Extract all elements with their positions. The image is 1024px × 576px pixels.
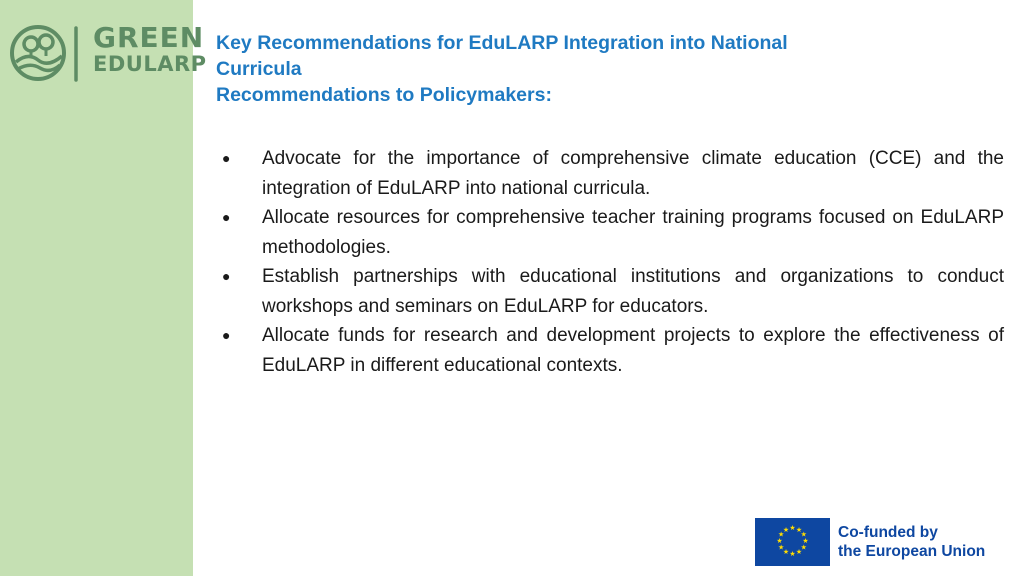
- svg-text:★: ★: [802, 537, 809, 545]
- eu-funding-badge: [755, 518, 1003, 566]
- svg-text:★: ★: [800, 543, 807, 552]
- eu-line1: Co-funded by: [838, 524, 938, 541]
- green-edularp-logo: [10, 21, 207, 86]
- eu-flag-icon: [755, 518, 830, 566]
- title-line1: Key Recommendations for EduLARP Integration into National: [216, 32, 788, 54]
- list-item-text: Establish partnerships with educational institutions and organizations to conduct workshops and seminars on EduLARP for educators.: [262, 266, 1004, 317]
- logo-line2: EDULARP: [93, 52, 207, 76]
- list-item-text: Allocate funds for research and development projects to explore the effectiveness of EduLARP in different educational contexts.: [262, 325, 1004, 376]
- eu-funding-text: [838, 523, 985, 561]
- list-item: [222, 203, 1004, 262]
- green-edularp-logo-icon: [10, 22, 86, 86]
- recommendation-list: [222, 144, 1004, 380]
- list-item: [222, 321, 1004, 380]
- svg-text:★: ★: [789, 524, 796, 532]
- svg-text:★: ★: [789, 550, 796, 558]
- svg-text:★: ★: [795, 525, 803, 534]
- svg-text:★: ★: [776, 537, 783, 545]
- bullet-icon: ●: [222, 209, 231, 225]
- list-item: [222, 144, 1004, 203]
- list-item-text: Advocate for the importance of comprehensive climate education (CCE) and the integration of EduLARP into national curricula.: [262, 148, 1004, 199]
- bullet-icon: ●: [222, 327, 231, 343]
- bullet-icon: ●: [222, 268, 231, 284]
- logo-line1: GREEN: [93, 21, 205, 54]
- svg-text:★: ★: [782, 525, 790, 534]
- subtitle: Recommendations to Policymakers:: [216, 84, 552, 106]
- svg-text:★: ★: [778, 530, 785, 539]
- svg-text:★: ★: [795, 548, 803, 557]
- page-title: [216, 30, 916, 108]
- bullet-icon: ●: [222, 150, 231, 166]
- eu-line2: the European Union: [838, 543, 986, 560]
- list-item: [222, 262, 1004, 321]
- list-item-text: Allocate resources for comprehensive teacher training programs focused on EduLARP methodologies.: [262, 207, 1004, 258]
- title-line2: Curricula: [216, 58, 302, 80]
- sidebar: [0, 0, 207, 576]
- svg-text:★: ★: [778, 543, 785, 552]
- svg-text:★: ★: [800, 530, 807, 539]
- logo-wordmark: [93, 21, 207, 78]
- svg-text:★: ★: [782, 548, 790, 557]
